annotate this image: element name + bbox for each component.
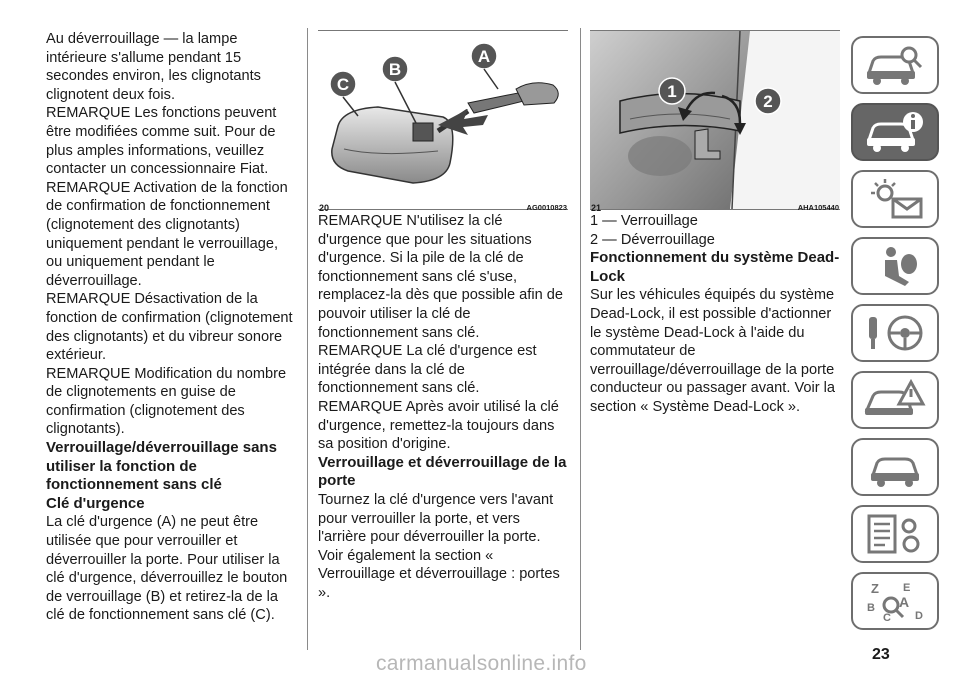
section-heading: Verrouillage/déverrouillage sans utiliser la fonction de fonctionnement sans clé bbox=[46, 439, 277, 494]
car-service-icon bbox=[863, 445, 927, 489]
paragraph: REMARQUE Modification du nombre de clignotements en guise de confirmation (clignotement des clignotants). bbox=[46, 365, 287, 438]
figure-code: AHA105440 bbox=[797, 202, 839, 212]
callout-b: B bbox=[388, 60, 402, 79]
page-number: 23 bbox=[872, 646, 890, 663]
figure-code: AG0010823 bbox=[526, 202, 567, 212]
figure-number: 21 bbox=[591, 202, 602, 213]
figure-caption bbox=[590, 203, 840, 213]
index-letter-b: B bbox=[867, 602, 875, 614]
callout-1: 1 bbox=[667, 82, 677, 101]
paragraph: REMARQUE Après avoir utilisé la clé d'urgence, remettez-la toujours dans sa position d'origine. bbox=[318, 398, 559, 453]
paragraph: REMARQUE La clé d'urgence est intégrée dans la clé de fonctionnement sans clé. bbox=[318, 343, 537, 397]
car-search-icon bbox=[863, 43, 927, 87]
column-divider bbox=[580, 28, 581, 650]
alphabetical-index-icon bbox=[863, 579, 927, 623]
tab-starting-driving[interactable] bbox=[851, 304, 939, 362]
emergency-key-illustration bbox=[318, 31, 568, 209]
figure-number: 20 bbox=[319, 202, 330, 213]
column-divider bbox=[307, 28, 308, 650]
index-letter-z: Z bbox=[871, 581, 879, 596]
warning-lights-icon bbox=[863, 177, 927, 221]
watermark: carmanualsonline.info bbox=[376, 652, 587, 675]
paragraph: Tournez la clé d'urgence vers l'avant pour verrouiller la porte, et vers l'arrière pour déverrouiller la porte. Voir également la section « Verrouillage et déverrouillage : portes ». bbox=[318, 491, 560, 601]
index-letter-d: D bbox=[915, 610, 923, 622]
figure-emergency-key bbox=[318, 30, 568, 213]
figure-door-lock bbox=[590, 30, 840, 213]
section-heading: Verrouillage et déverrouillage de la porte bbox=[318, 453, 567, 490]
tab-service[interactable] bbox=[851, 438, 939, 496]
car-info-icon bbox=[863, 110, 927, 154]
paragraph: Au déverrouillage — la lampe intérieure s'allume pendant 15 secondes environ, les clignotants clignotent deux fois. bbox=[46, 31, 261, 103]
specifications-icon bbox=[863, 512, 927, 556]
callout-2: 2 bbox=[763, 92, 773, 111]
chapter-tabs bbox=[851, 36, 941, 639]
paragraph: REMARQUE Désactivation de la fonction de confirmation (clignotement des clignotants) et du vibreur sonore extérieur. bbox=[46, 291, 293, 364]
tab-index[interactable] bbox=[851, 572, 939, 630]
index-letter-c: C bbox=[883, 612, 891, 623]
text-column-2 bbox=[318, 30, 568, 602]
callout-a: A bbox=[477, 47, 491, 66]
tab-car-overview[interactable] bbox=[851, 36, 939, 94]
car-breakdown-icon bbox=[863, 378, 927, 422]
door-lock-illustration bbox=[590, 31, 840, 209]
tab-specifications[interactable] bbox=[851, 505, 939, 563]
airbag-seat-icon bbox=[863, 244, 927, 288]
callout-c: C bbox=[336, 75, 350, 94]
paragraph: La clé d'urgence (A) ne peut être utilisée que pour verrouiller et déverrouiller la porte. Pour utiliser la clé d'urgence, déverrouillez le bouton de verrouillage (B) et retirez-la de la clé de fonctionnement sans clé (C). bbox=[46, 514, 288, 624]
tab-emergency[interactable] bbox=[851, 371, 939, 429]
tab-car-info[interactable] bbox=[851, 103, 939, 161]
legend-item: 2 — Déverrouillage bbox=[590, 231, 715, 248]
paragraph: Sur les véhicules équipés du système Dead-Lock, il est possible d'actionner le système Dead-Lock à l'aide du commutateur de verrouillage/déverrouillage de la porte conducteur ou passager avant. Voir la section « Système Dead-Lock ». bbox=[590, 287, 836, 415]
tab-safety[interactable] bbox=[851, 237, 939, 295]
key-steering-wheel-icon bbox=[863, 311, 927, 355]
index-letter-a: A bbox=[899, 594, 910, 610]
section-heading: Clé d'urgence bbox=[46, 494, 145, 512]
paragraph: REMARQUE N'utilisez la clé d'urgence que pour les situations d'urgence. Si la pile de la clé de fonctionnement sans clé s'use, remplacez-la dès que possible afin de pouvoir utiliser la clé de fonctionnement sans clé. bbox=[318, 213, 563, 341]
section-heading: Fonctionnement du système Dead-Lock bbox=[590, 249, 840, 285]
legend-item: 1 — Verrouillage bbox=[590, 213, 698, 229]
text-column-3 bbox=[590, 30, 840, 417]
index-letter-e: E bbox=[903, 582, 911, 594]
paragraph: REMARQUE Les fonctions peuvent être modifiées comme suit. Pour de plus amples informations, veuillez contacter un concessionnaire Fiat. bbox=[46, 105, 277, 178]
paragraph: REMARQUE Activation de la fonction de confirmation de fonctionnement (clignotement des clignotants) uniquement pendant le verrouillage, ou uniquement pendant le déverrouillage. bbox=[46, 179, 288, 289]
figure-caption bbox=[318, 203, 568, 213]
tab-warning-lights[interactable] bbox=[851, 170, 939, 228]
text-column-1 bbox=[46, 30, 298, 625]
